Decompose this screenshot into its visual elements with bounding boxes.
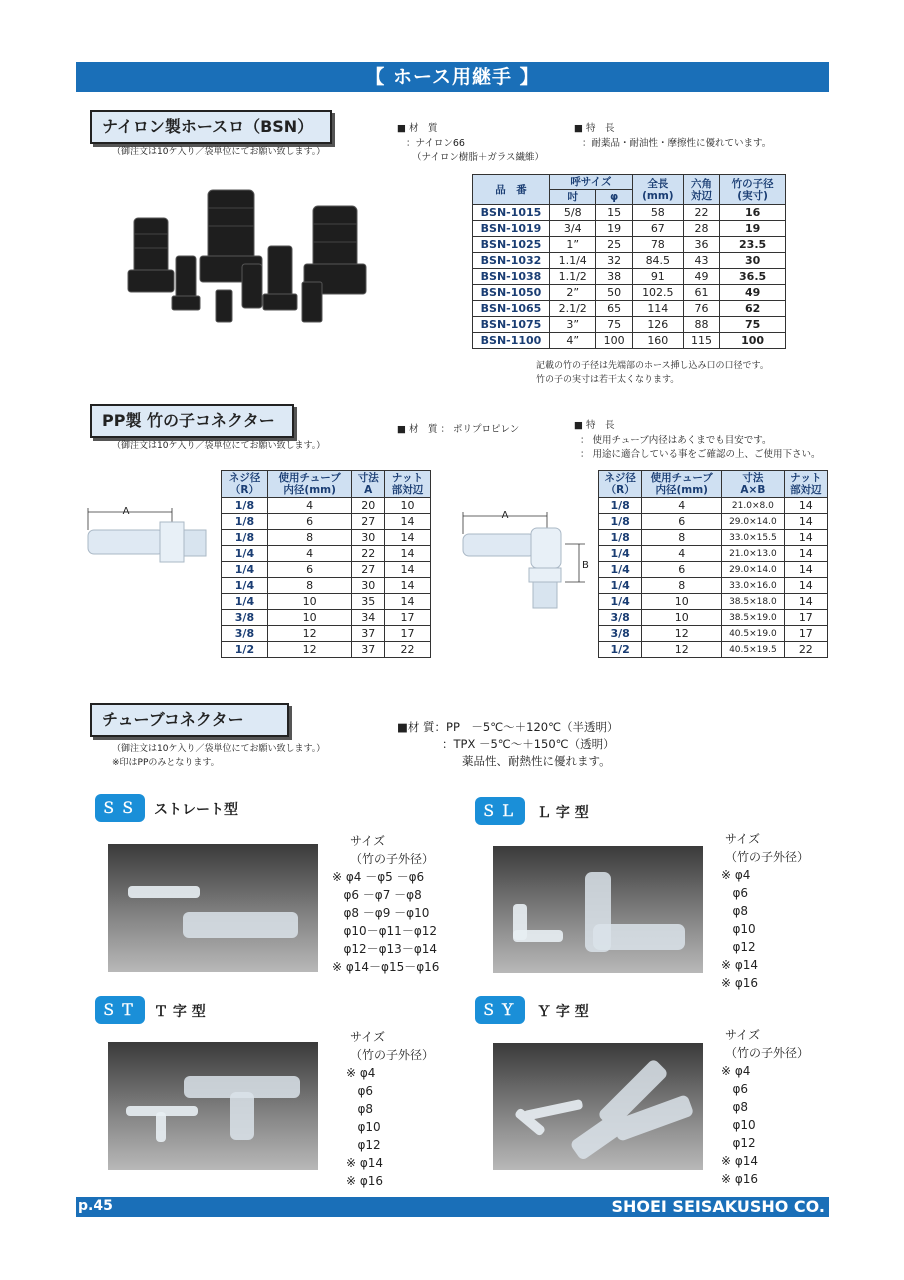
pp-elbow-cell-ab: 40.5×19.5 [722,642,785,658]
pp-elbow-cell-nut: 14 [784,578,827,594]
pp-straight-cell-a: 30 [352,530,385,546]
bsn-cell-inch: 1” [550,237,596,253]
pp-straight-cell-a: 27 [352,514,385,530]
bsn-cell-inch: 5/8 [550,205,596,221]
pp-straight-cell-nut: 22 [385,642,431,658]
pp-straight-cell-tube: 8 [267,530,351,546]
pp-elbow-cell-nut: 14 [784,514,827,530]
pp-straight-row [222,514,431,530]
pp-elbow-cell-tube: 8 [642,530,722,546]
pp-elbow-row [599,626,828,642]
elbow-dim-a-label: A [501,510,509,521]
pp-material: ■ 材 質 ： ポリプロピレン [397,424,520,435]
pp-elbow-row [599,610,828,626]
pp-feature-line-1: ： 使用チューブ内径はあくまでも目安です。 [580,435,772,446]
pp-straight-cell-tube: 10 [267,610,351,626]
pp-straight-cell-nut: 14 [385,578,431,594]
pp-straight-cell-tube: 6 [267,514,351,530]
pp-straight-cell-nut: 14 [385,562,431,578]
tube-material-line-1: ■材 質：PP －5℃～＋120℃（半透明） [397,720,619,734]
bsn-cell-inch: 2” [550,285,596,301]
bsn-cell-phi: 75 [596,317,632,333]
pp-elbow-cell-ab: 40.5×19.0 [722,626,785,642]
pp-elbow-cell-r: 1/8 [599,514,642,530]
bsn-cell-inch: 4” [550,333,596,349]
pp-elbow-cell-ab: 38.5×18.0 [722,594,785,610]
bsn-header-inch: 吋 [550,190,596,205]
pp-elbow-cell-nut: 22 [784,642,827,658]
pp-elbow-cell-ab: 38.5×19.0 [722,610,785,626]
bsn-cell-bamboo: 49 [720,285,786,301]
bsn-cell-inch: 1.1/4 [550,253,596,269]
pp-straight-cell-a: 37 [352,626,385,642]
bsn-cell-code: BSN-1100 [473,333,550,349]
bsn-cell-len: 58 [632,205,683,221]
pp-straight-cell-tube: 4 [267,498,351,514]
pp-elbow-cell-r: 3/8 [599,626,642,642]
pp-feature-label: ■ 特 長 [574,420,615,431]
bsn-material-line-2: （ナイロン樹脂＋ガラス繊維） [412,152,545,163]
bsn-table-note-1: 記載の竹の子径は先端部のホース挿し込み口の口径です。 [536,361,769,371]
pp-elbow-cell-tube: 4 [642,498,722,514]
bsn-cell-code: BSN-1050 [473,285,550,301]
st-badge: ＳＴ [95,996,145,1024]
tube-material-line-2: ：TPX －5℃～＋150℃（透明） [442,737,615,751]
pp-straight-cell-a: 27 [352,562,385,578]
pp-straight-header-a: 寸法 A [352,471,385,498]
bsn-cell-code: BSN-1032 [473,253,550,269]
tube-pp-note: ※印はPPのみとなります。 [112,758,220,768]
bsn-cell-phi: 25 [596,237,632,253]
bsn-cell-len: 126 [632,317,683,333]
pp-elbow-cell-ab: 29.0×14.0 [722,514,785,530]
pp-elbow-cell-nut: 14 [784,530,827,546]
sl-size-sub: （竹の子外径） [725,850,810,864]
pp-straight-cell-a: 30 [352,578,385,594]
pp-straight-cell-r: 1/8 [222,514,268,530]
pp-elbow-cell-r: 3/8 [599,610,642,626]
pp-straight-table [221,470,431,658]
bsn-cell-phi: 50 [596,285,632,301]
bsn-row [473,317,786,333]
bsn-section-title: ナイロン製ホースロ（BSN） [90,110,332,144]
pp-elbow-cell-r: 1/4 [599,594,642,610]
sl-badge: ＳＬ [475,797,525,825]
bsn-row [473,269,786,285]
bsn-cell-len: 102.5 [632,285,683,301]
page-number: p.45 [78,1198,113,1214]
ss-size-sub: （竹の子外径） [350,852,435,866]
bsn-cell-code: BSN-1015 [473,205,550,221]
bsn-cell-bamboo: 36.5 [720,269,786,285]
pp-straight-cell-a: 22 [352,546,385,562]
pp-elbow-cell-tube: 12 [642,626,722,642]
pp-elbow-row [599,530,828,546]
pp-straight-cell-a: 37 [352,642,385,658]
pp-elbow-cell-r: 1/4 [599,546,642,562]
bsn-cell-inch: 3/4 [550,221,596,237]
sy-type-name: Ｙ 字 型 [537,1004,589,1020]
pp-elbow-cell-nut: 14 [784,546,827,562]
bsn-row [473,301,786,317]
bsn-header-size: 呼サイズ [550,175,633,190]
bsn-cell-phi: 100 [596,333,632,349]
page-banner: 【 ホース用継手 】 [76,62,829,92]
pp-straight-row [222,642,431,658]
pp-straight-cell-nut: 17 [385,626,431,642]
tube-section-title: チューブコネクター [90,703,289,737]
pp-straight-cell-tube: 8 [267,578,351,594]
bsn-row [473,333,786,349]
st-type-name: Ｔ 字 型 [154,1004,206,1020]
bsn-cell-bamboo: 62 [720,301,786,317]
pp-straight-cell-nut: 17 [385,610,431,626]
pp-elbow-header-ab: 寸法 A×B [722,471,785,498]
pp-elbow-cell-tube: 8 [642,578,722,594]
pp-elbow-cell-ab: 33.0×16.0 [722,578,785,594]
pp-straight-row [222,498,431,514]
bsn-cell-code: BSN-1038 [473,269,550,285]
bsn-material-label: ■ 材 質 [397,123,438,134]
pp-straight-row [222,546,431,562]
st-product-photo [108,1042,318,1170]
pp-elbow-cell-nut: 17 [784,626,827,642]
bsn-cell-bamboo: 23.5 [720,237,786,253]
pp-elbow-cell-r: 1/4 [599,562,642,578]
pp-straight-cell-r: 1/8 [222,530,268,546]
st-size-list: ※ φ4 φ6 φ8 φ10 φ12 ※ φ14 ※ φ16 [346,1066,384,1188]
bsn-cell-len: 84.5 [632,253,683,269]
pp-elbow-cell-nut: 17 [784,610,827,626]
bsn-cell-code: BSN-1025 [473,237,550,253]
page-footer [76,1197,829,1217]
pp-elbow-row [599,594,828,610]
bsn-material-line-1: ：ナイロン66 [406,138,465,149]
pp-straight-row [222,562,431,578]
bsn-header-bamboo: 竹の子径 (実寸) [720,175,786,205]
bsn-cell-len: 67 [632,221,683,237]
bsn-cell-phi: 32 [596,253,632,269]
pp-straight-cell-nut: 14 [385,530,431,546]
pp-elbow-row [599,642,828,658]
pp-straight-cell-r: 1/8 [222,498,268,514]
pp-elbow-cell-r: 1/2 [599,642,642,658]
pp-straight-cell-nut: 14 [385,594,431,610]
bsn-cell-phi: 65 [596,301,632,317]
pp-straight-cell-tube: 12 [267,642,351,658]
company-name: SHOEI SEISAKUSHO CO. [611,1197,825,1216]
bsn-cell-code: BSN-1065 [473,301,550,317]
pp-straight-cell-a: 35 [352,594,385,610]
pp-elbow-cell-ab: 29.0×14.0 [722,562,785,578]
bsn-table-note-2: 竹の子の実寸は若干太くなります。 [536,375,680,385]
sy-size-list: ※ φ4 φ6 φ8 φ10 φ12 ※ φ14 ※ φ16 [721,1064,759,1186]
bsn-order-note: （御注文は10ケ入り／袋単位にてお願い致します。） [112,147,326,157]
bsn-cell-len: 78 [632,237,683,253]
pp-elbow-row [599,498,828,514]
bsn-cell-bamboo: 16 [720,205,786,221]
elbow-connector-diagram [455,506,593,616]
bsn-cell-bamboo: 100 [720,333,786,349]
pp-elbow-cell-nut: 14 [784,594,827,610]
pp-elbow-cell-tube: 12 [642,642,722,658]
pp-straight-row [222,578,431,594]
bsn-header-length: 全長 (mm) [632,175,683,205]
bsn-cell-hex: 61 [683,285,719,301]
pp-elbow-row [599,546,828,562]
pp-straight-row [222,530,431,546]
bsn-cell-code: BSN-1075 [473,317,550,333]
bsn-cell-len: 114 [632,301,683,317]
bsn-header-phi: φ [596,190,632,205]
bsn-row [473,285,786,301]
pp-straight-cell-tube: 10 [267,594,351,610]
ss-type-name: ストレート型 [154,802,238,818]
pp-order-note: （御注文は10ケ入り／袋単位にてお願い致します。） [112,441,326,451]
ss-size-label: サイズ [350,834,386,848]
st-size-sub: （竹の子外径） [350,1048,435,1062]
ss-product-photo [108,844,318,972]
pp-elbow-cell-tube: 6 [642,514,722,530]
bsn-cell-hex: 43 [683,253,719,269]
bsn-cell-len: 160 [632,333,683,349]
pp-elbow-header-nut: ナット 部対辺 [784,471,827,498]
bsn-row [473,253,786,269]
bsn-header-hex: 六角 対辺 [683,175,719,205]
pp-elbow-row [599,562,828,578]
straight-connector-diagram [80,500,212,570]
pp-elbow-cell-ab: 21.0×13.0 [722,546,785,562]
bsn-cell-inch: 2.1/2 [550,301,596,317]
bsn-cell-bamboo: 75 [720,317,786,333]
sl-product-photo [493,846,703,973]
pp-straight-header-nut: ナット 部対辺 [385,471,431,498]
bsn-cell-phi: 38 [596,269,632,285]
pp-elbow-cell-ab: 21.0×8.0 [722,498,785,514]
bsn-header-code: 品 番 [473,175,550,205]
bsn-row [473,221,786,237]
bsn-feature-label: ■ 特 長 [574,123,615,134]
tube-material-line-3: 薬品性、耐熱性に優れます。 [462,754,611,768]
pp-elbow-header-r: ネジ径 （R） [599,471,642,498]
bsn-cell-inch: 3” [550,317,596,333]
pp-elbow-cell-r: 1/8 [599,530,642,546]
pp-elbow-cell-nut: 14 [784,562,827,578]
pp-section-title: PP製 竹の子コネクター [90,404,294,438]
pp-straight-cell-r: 3/8 [222,610,268,626]
bsn-cell-len: 91 [632,269,683,285]
pp-straight-cell-tube: 12 [267,626,351,642]
bsn-cell-hex: 49 [683,269,719,285]
pp-straight-cell-nut: 14 [385,514,431,530]
bsn-cell-bamboo: 30 [720,253,786,269]
pp-straight-cell-r: 1/4 [222,562,268,578]
pp-straight-row [222,610,431,626]
sl-size-list: ※ φ4 φ6 φ8 φ10 φ12 ※ φ14 ※ φ16 [721,868,759,990]
pp-straight-header-tube: 使用チューブ 内径(mm) [267,471,351,498]
bsn-cell-hex: 76 [683,301,719,317]
sy-badge: ＳＹ [475,996,525,1024]
bsn-cell-hex: 36 [683,237,719,253]
pp-elbow-cell-tube: 6 [642,562,722,578]
pp-elbow-cell-nut: 14 [784,498,827,514]
bsn-cell-inch: 1.1/2 [550,269,596,285]
pp-elbow-cell-r: 1/8 [599,498,642,514]
pp-elbow-cell-tube: 10 [642,610,722,626]
pp-straight-cell-r: 1/4 [222,546,268,562]
st-size-label: サイズ [350,1030,386,1044]
bsn-cell-hex: 88 [683,317,719,333]
pp-feature-line-2: ： 用途に適合している事をご確認の上、ご使用下さい。 [580,449,821,460]
pp-elbow-header-tube: 使用チューブ 内径(mm) [642,471,722,498]
bsn-product-photo [118,178,368,338]
tube-order-note: （御注文は10ケ入り／袋単位にてお願い致します。） [112,744,326,754]
pp-elbow-cell-ab: 33.0×15.5 [722,530,785,546]
sy-size-label: サイズ [725,1028,761,1042]
pp-straight-cell-a: 20 [352,498,385,514]
pp-straight-cell-r: 1/4 [222,594,268,610]
sl-size-label: サイズ [725,832,761,846]
bsn-cell-code: BSN-1019 [473,221,550,237]
sy-size-sub: （竹の子外径） [725,1046,810,1060]
pp-elbow-table [598,470,828,658]
pp-elbow-cell-tube: 4 [642,546,722,562]
ss-badge: ＳＳ [95,794,145,822]
pp-straight-cell-r: 1/2 [222,642,268,658]
pp-straight-cell-nut: 10 [385,498,431,514]
pp-straight-cell-r: 3/8 [222,626,268,642]
bsn-cell-hex: 115 [683,333,719,349]
bsn-cell-phi: 19 [596,221,632,237]
elbow-dim-b-label: B [582,560,589,571]
pp-elbow-cell-r: 1/4 [599,578,642,594]
pp-straight-header-r: ネジ径 （R） [222,471,268,498]
bsn-cell-bamboo: 19 [720,221,786,237]
sl-type-name: Ｌ 字 型 [537,805,589,821]
pp-elbow-row [599,578,828,594]
bsn-feature-line: ：耐薬品・耐油性・摩擦性に優れています。 [582,138,772,149]
pp-straight-cell-a: 34 [352,610,385,626]
pp-straight-row [222,594,431,610]
bsn-cell-hex: 28 [683,221,719,237]
pp-straight-row [222,626,431,642]
bsn-cell-phi: 15 [596,205,632,221]
bsn-row [473,237,786,253]
pp-straight-cell-tube: 6 [267,562,351,578]
dim-a-label: A [122,506,130,517]
pp-elbow-cell-tube: 10 [642,594,722,610]
pp-straight-cell-r: 1/4 [222,578,268,594]
sy-product-photo [493,1043,703,1170]
pp-straight-cell-tube: 4 [267,546,351,562]
ss-size-list: ※ φ4 －φ5 －φ6 φ6 －φ7 －φ8 φ8 －φ9 －φ10 φ10－φ11－φ12 φ12－φ13－φ14 ※ φ14－φ15－φ16 [332,870,440,974]
pp-straight-cell-nut: 14 [385,546,431,562]
bsn-cell-hex: 22 [683,205,719,221]
bsn-spec-table [472,174,786,349]
bsn-row [473,205,786,221]
pp-elbow-row [599,514,828,530]
